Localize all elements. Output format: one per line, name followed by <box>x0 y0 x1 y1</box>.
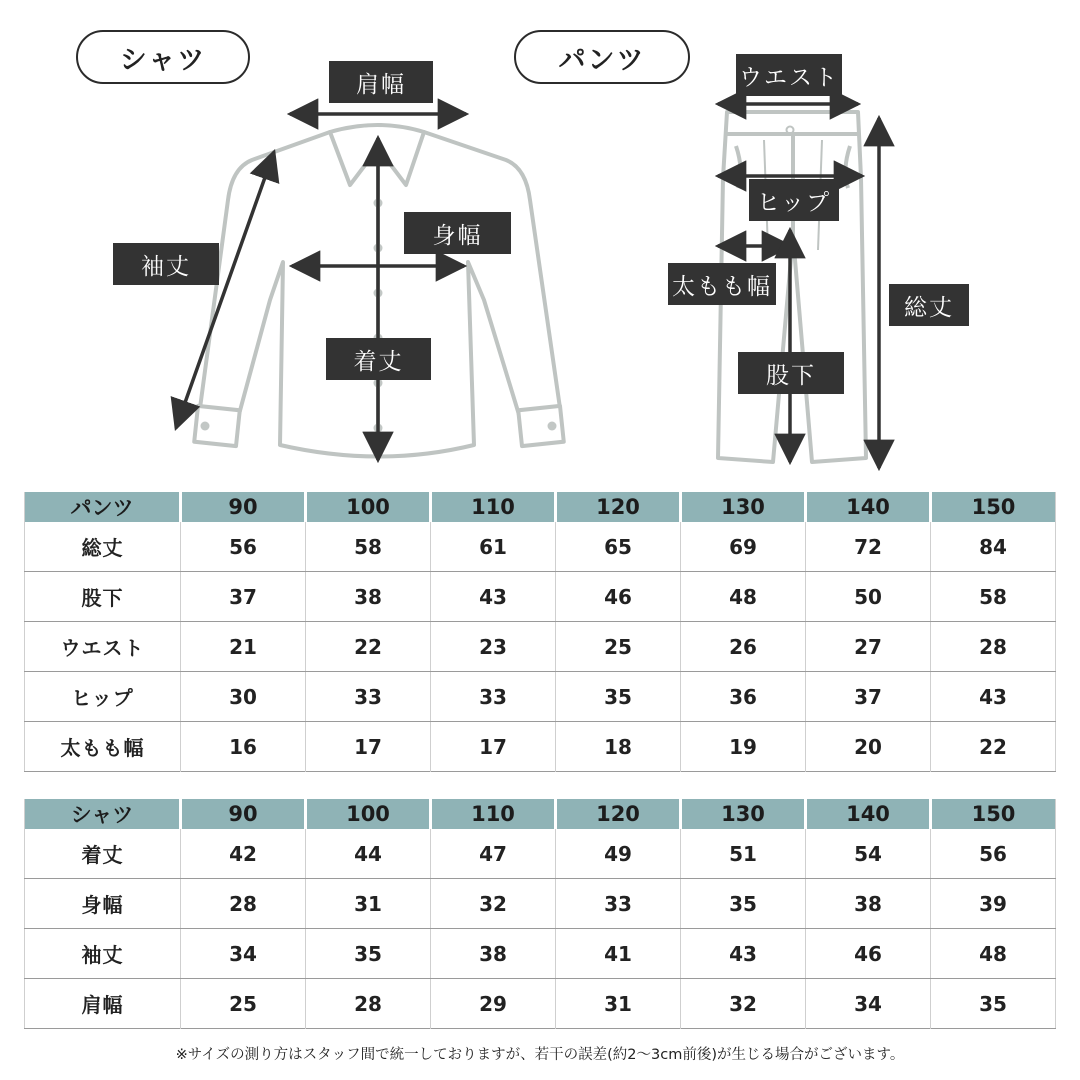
table-cell: 23 <box>431 622 556 672</box>
table-cell: 31 <box>306 879 431 929</box>
table-cell: 38 <box>306 572 431 622</box>
table-cell: 48 <box>931 929 1056 979</box>
row-label: 着丈 <box>25 829 181 879</box>
table-cell: 31 <box>556 979 681 1029</box>
table-cell: 69 <box>681 522 806 572</box>
table-cell: 25 <box>556 622 681 672</box>
table-cell: 39 <box>931 879 1056 929</box>
row-label: 袖丈 <box>25 929 181 979</box>
table-cell: 34 <box>181 929 306 979</box>
table-cell: 35 <box>931 979 1056 1029</box>
table-cell: 46 <box>556 572 681 622</box>
table-cell: 16 <box>181 722 306 772</box>
label-chest-width: 身幅 <box>404 212 511 254</box>
pants-size-table <box>24 492 1056 772</box>
table-cell: 17 <box>306 722 431 772</box>
header-cell: 100 <box>306 492 431 522</box>
table-row <box>25 722 1056 772</box>
shirt-size-table <box>24 799 1056 1029</box>
row-label: ヒップ <box>25 672 181 722</box>
table-row <box>25 572 1056 622</box>
table-cell: 58 <box>931 572 1056 622</box>
table-cell: 25 <box>181 979 306 1029</box>
table-cell: 34 <box>806 979 931 1029</box>
row-label: 股下 <box>25 572 181 622</box>
pants-heading: パンツ <box>514 30 690 84</box>
label-waist: ウエスト <box>736 54 842 96</box>
header-cell: 90 <box>181 492 306 522</box>
row-label: 太もも幅 <box>60 736 145 760</box>
label-body-length: 着丈 <box>326 338 431 380</box>
table-cell: 43 <box>931 672 1056 722</box>
table-row <box>25 622 1056 672</box>
table-cell: 18 <box>556 722 681 772</box>
table-cell: 32 <box>431 879 556 929</box>
table-cell: 54 <box>806 829 931 879</box>
header-cell: 140 <box>806 799 931 829</box>
table-cell: 37 <box>806 672 931 722</box>
header-cell: 110 <box>431 492 556 522</box>
table-cell: 42 <box>181 829 306 879</box>
table-cell: 46 <box>806 929 931 979</box>
row-label: 身幅 <box>25 879 181 929</box>
table-header-row <box>25 492 1056 522</box>
table-cell: 58 <box>306 522 431 572</box>
header-cell: 120 <box>556 799 681 829</box>
header-cell: 120 <box>556 492 681 522</box>
header-cell: 150 <box>931 799 1056 829</box>
table-cell: 36 <box>681 672 806 722</box>
table-cell: 84 <box>931 522 1056 572</box>
table-cell: 38 <box>431 929 556 979</box>
table-cell: 30 <box>181 672 306 722</box>
header-cell: 110 <box>431 799 556 829</box>
table-cell: 56 <box>931 829 1056 879</box>
table-cell: 38 <box>806 879 931 929</box>
table-cell: 49 <box>556 829 681 879</box>
table-cell: 22 <box>931 722 1056 772</box>
table-row <box>25 929 1056 979</box>
header-cell: 150 <box>931 492 1056 522</box>
table-cell: 48 <box>681 572 806 622</box>
row-label: 総丈 <box>25 522 181 572</box>
table-cell: 50 <box>806 572 931 622</box>
row-label: 肩幅 <box>81 993 124 1017</box>
table-cell: 35 <box>306 929 431 979</box>
table-cell: 33 <box>556 879 681 929</box>
shirt-heading: シャツ <box>76 30 250 84</box>
label-shoulder-width: 肩幅 <box>329 61 433 103</box>
table-cell: 51 <box>681 829 806 879</box>
table-row <box>25 672 1056 722</box>
header-cell: 100 <box>306 799 431 829</box>
table-cell: 43 <box>681 929 806 979</box>
table-cell: 65 <box>556 522 681 572</box>
header-cell: 90 <box>181 799 306 829</box>
label-hip: ヒップ <box>749 179 839 221</box>
table-cell: 32 <box>681 979 806 1029</box>
table-cell: 20 <box>806 722 931 772</box>
table-header-row <box>25 799 1056 829</box>
table-cell: 19 <box>681 722 806 772</box>
table-cell: 35 <box>556 672 681 722</box>
table-row <box>25 522 1056 572</box>
table-cell: 28 <box>931 622 1056 672</box>
label-inseam: 股下 <box>738 352 844 394</box>
table-cell: 33 <box>431 672 556 722</box>
table-cell: 43 <box>431 572 556 622</box>
table-cell: 21 <box>181 622 306 672</box>
table-row <box>25 879 1056 929</box>
table-row <box>25 829 1056 879</box>
table-cell: 29 <box>431 979 556 1029</box>
table-cell: 44 <box>306 829 431 879</box>
row-label: ウエスト <box>25 622 181 672</box>
header-cell: 140 <box>806 492 931 522</box>
measurement-footnote: ※サイズの測り方はスタッフ間で統一しておりますが、若干の誤差(約2〜3cm前後)が生じる場合がございます。 <box>175 1047 905 1063</box>
label-sleeve-length: 袖丈 <box>113 243 219 285</box>
table-cell: 35 <box>681 879 806 929</box>
table-row <box>25 979 1056 1029</box>
table-cell: 28 <box>306 979 431 1029</box>
table-cell: 56 <box>181 522 306 572</box>
table-cell: 37 <box>181 572 306 622</box>
table-cell: 33 <box>306 672 431 722</box>
label-thigh-width: 太もも幅 <box>668 263 776 305</box>
table-cell: 61 <box>431 522 556 572</box>
table-cell: 22 <box>306 622 431 672</box>
header-cell: 130 <box>681 799 806 829</box>
table-cell: 41 <box>556 929 681 979</box>
table-cell: 28 <box>181 879 306 929</box>
table-cell: 72 <box>806 522 931 572</box>
label-total-length: 総丈 <box>889 284 969 326</box>
table-cell: 47 <box>431 829 556 879</box>
table-cell: 27 <box>806 622 931 672</box>
header-cell: パンツ <box>25 492 181 522</box>
header-cell: 130 <box>681 492 806 522</box>
table-cell: 17 <box>431 722 556 772</box>
table-cell: 26 <box>681 622 806 672</box>
header-cell: シャツ <box>25 799 181 829</box>
